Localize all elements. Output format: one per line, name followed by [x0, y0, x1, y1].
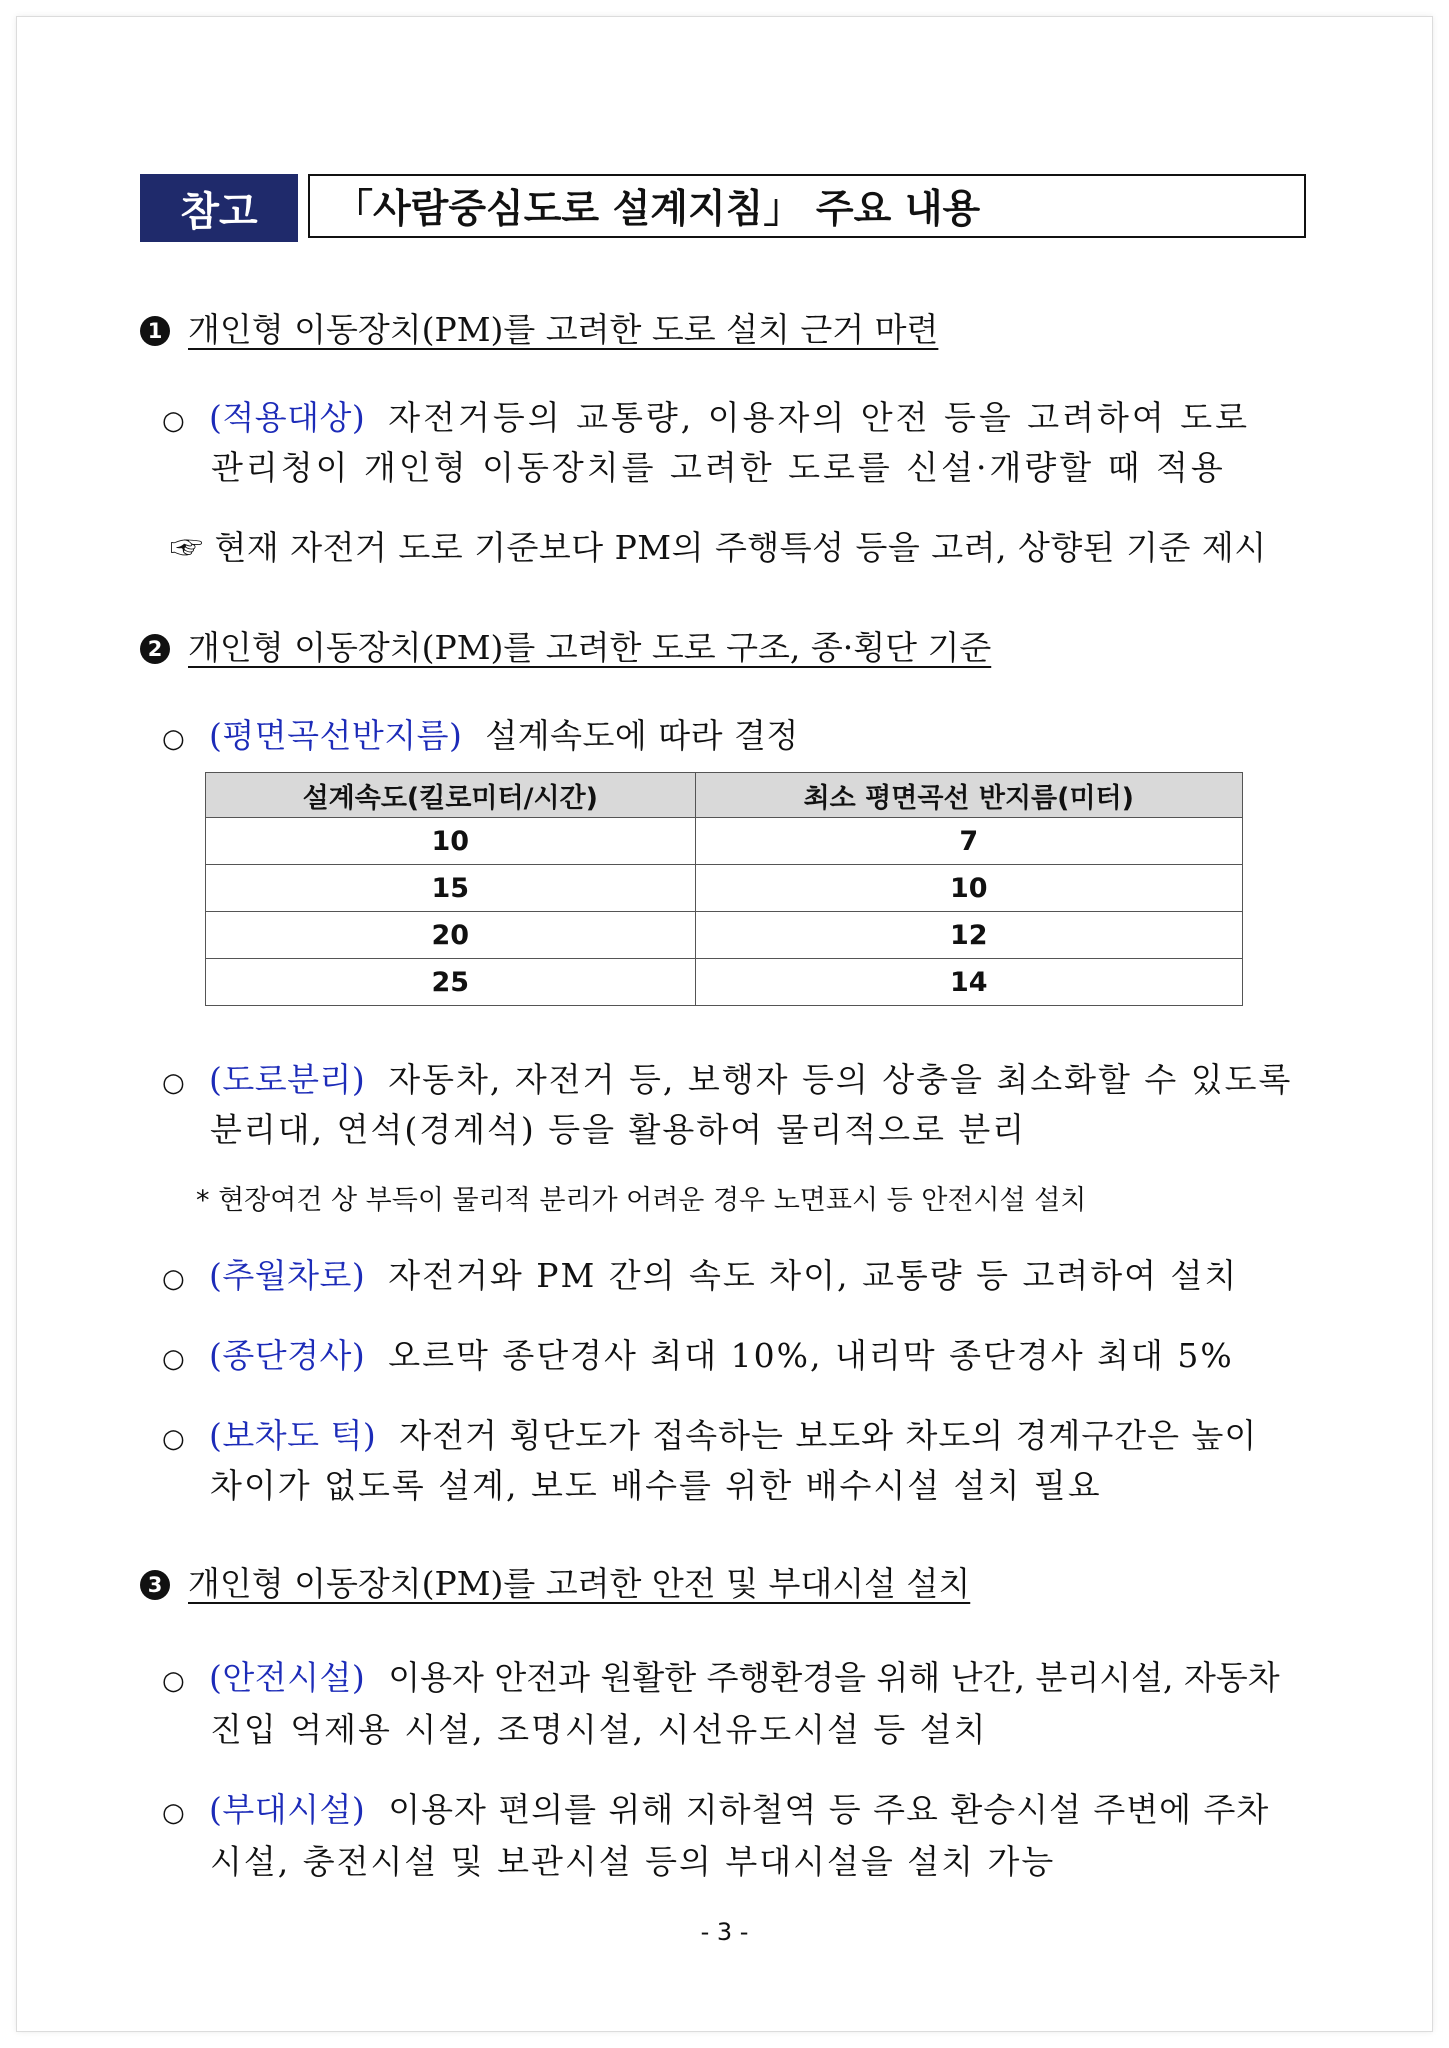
- list-item-continuation: 분리대, 연석(경계석) 등을 활용하여 물리적으로 분리: [210, 1110, 1027, 1149]
- list-item-continuation: 진입 억제용 시설, 조명시설, 시선유도시설 등 설치: [210, 1710, 988, 1749]
- table-cell: 25: [206, 959, 696, 1006]
- list-item: ○ (안전시설) 이용자 안전과 원활한 주행환경을 위해 난간, 분리시설, 자동차: [162, 1658, 1280, 1697]
- list-item: ○ (종단경사) 오르막 종단경사 최대 10%, 내리막 종단경사 최대 5%: [162, 1336, 1234, 1375]
- item-tag: (종단경사): [209, 1336, 366, 1375]
- section-2-heading: 2 개인형 이동장치(PM)를 고려한 도로 구조, 종·횡단 기준: [140, 622, 991, 669]
- bullet-icon: ○: [162, 1666, 186, 1696]
- list-item-continuation: 관리청이 개인형 이동장치를 고려한 도로를 신설·개량할 때 적용: [211, 448, 1226, 487]
- list-item: ○ (추월차로) 자전거와 PM 간의 속도 차이, 교통량 등 고려하여 설치: [162, 1256, 1239, 1295]
- reference-badge: 참고: [140, 174, 298, 242]
- table-row: [206, 912, 1243, 959]
- table-cell: 12: [695, 912, 1242, 959]
- section-1-heading: 1 개인형 이동장치(PM)를 고려한 도로 설치 근거 마련: [140, 304, 938, 351]
- item-tag: (도로분리): [209, 1060, 366, 1099]
- list-item: ○ (평면곡선반지름) 설계속도에 따라 결정: [162, 716, 799, 755]
- table-cell: 10: [206, 818, 696, 865]
- table-cell: 10: [695, 865, 1242, 912]
- list-item: ○ (부대시설) 이용자 편의를 위해 지하철역 등 주요 환승시설 주변에 주차: [162, 1790, 1270, 1829]
- section-number-badge: 2: [140, 634, 170, 664]
- footnote: * 현장여건 상 부득이 물리적 분리가 어려운 경우 노면표시 등 안전시설 설치: [196, 1185, 1087, 1216]
- table-cell: 15: [206, 865, 696, 912]
- page-number: - 3 -: [700, 1918, 749, 1946]
- table-header-row: [206, 773, 1243, 818]
- curve-radius-table: [205, 772, 1243, 1006]
- bullet-icon: ○: [162, 1068, 186, 1098]
- bullet-icon: ○: [162, 724, 186, 754]
- list-item: ○ (보차도 턱) 자전거 횡단도가 접속하는 보도와 차도의 경계구간은 높이: [162, 1416, 1258, 1455]
- item-tag: (추월차로): [209, 1256, 366, 1295]
- pointer-note: ☞ 현재 자전거 도로 기준보다 PM의 주행특성 등을 고려, 상향된 기준 제시: [170, 528, 1267, 567]
- table-row: [206, 865, 1243, 912]
- table-row: [206, 818, 1243, 865]
- section-3-heading: 3 개인형 이동장치(PM)를 고려한 안전 및 부대시설 설치: [140, 1558, 970, 1605]
- item-tag: (평면곡선반지름): [209, 716, 463, 755]
- bullet-icon: ○: [162, 1344, 186, 1374]
- list-item-continuation: 시설, 충전시설 및 보관시설 등의 부대시설을 설치 가능: [210, 1842, 1056, 1881]
- column-header: 최소 평면곡선 반지름(미터): [695, 773, 1242, 818]
- list-item-continuation: 차이가 없도록 설계, 보도 배수를 위한 배수시설 설치 필요: [210, 1466, 1102, 1505]
- bullet-icon: ○: [162, 1798, 186, 1828]
- list-item: ○ (적용대상) 자전거등의 교통량, 이용자의 안전 등을 고려하여 도로: [162, 398, 1251, 437]
- column-header: 설계속도(킬로미터/시간): [206, 773, 696, 818]
- bullet-icon: ○: [162, 1424, 186, 1454]
- table-row: [206, 959, 1243, 1006]
- item-tag: (부대시설): [209, 1790, 366, 1829]
- table-cell: 20: [206, 912, 696, 959]
- table-cell: 7: [695, 818, 1242, 865]
- bullet-icon: ○: [162, 406, 186, 436]
- section-number-badge: 1: [140, 316, 170, 346]
- page-title-text: 「사람중심도로 설계지침」 주요 내용: [334, 187, 981, 232]
- item-tag: (안전시설): [209, 1658, 366, 1697]
- table-cell: 14: [695, 959, 1242, 1006]
- item-tag: (적용대상): [209, 398, 366, 437]
- bullet-icon: ○: [162, 1264, 186, 1294]
- list-item: ○ (도로분리) 자동차, 자전거 등, 보행자 등의 상충을 최소화할 수 있도록: [162, 1060, 1293, 1099]
- section-number-badge: 3: [140, 1570, 170, 1600]
- item-tag: (보차도 턱): [209, 1416, 377, 1455]
- page-title: [308, 174, 1306, 238]
